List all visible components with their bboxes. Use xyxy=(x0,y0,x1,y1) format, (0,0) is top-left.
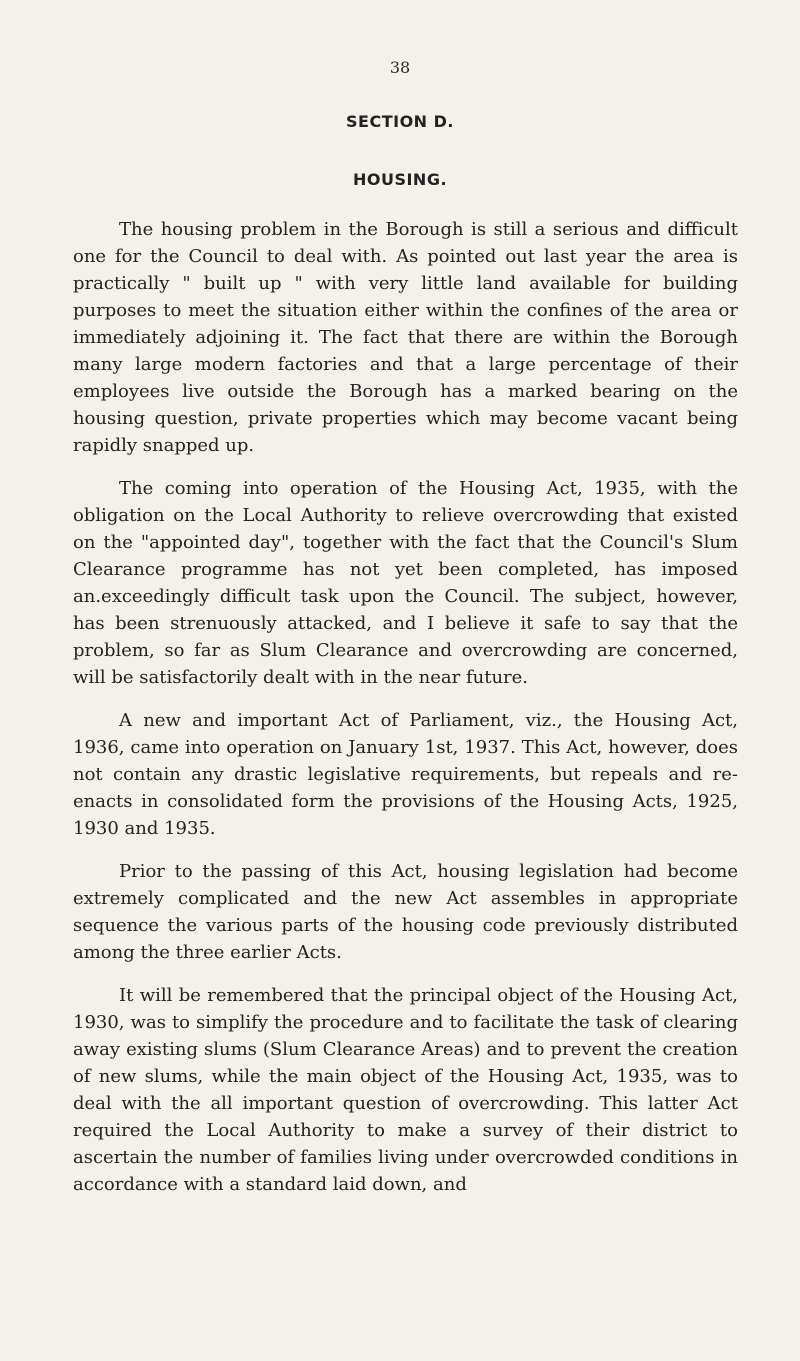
section-title: SECTION D. xyxy=(346,112,454,131)
paragraph-housing-problem: The housing problem in the Borough is still a serious and difficult one for the Council to deal with. As pointed out last year the area is practically " built up " with very little land available for building purposes to meet the situation either within the confines of the area or immediately adjoining it. The fact that there are within the Borough many large modern factories and that a large percentage of their employees live outside the Borough has a marked bearing on the housing question, private properties which may become vacant being rapidly snapped up. xyxy=(73,219,738,456)
paragraph-housing-act-1935: The coming into operation of the Housing Act, 1935, with the obligation on the Local Authority to relieve overcrowding that existed on the "appointed day", together with the fact that the Council's Slum Clearance programme has not yet been completed, has imposed an.exceedingly difficult task upon the Council. The subject, however, has been strenuously attacked, and I believe it safe to say that the problem, so far as Slum Clearance and overcrowding are concerned, will be satisfactorily dealt with in the near future. xyxy=(73,478,738,688)
paragraph-prior-legislation: Prior to the passing of this Act, housing legislation had become extremely complicated and the new Act assembles in appropriate sequence the various parts of the housing code previously distributed among the three earlier Acts. xyxy=(73,861,738,963)
page-heading: HOUSING. xyxy=(352,170,448,189)
paragraph-housing-act-1936: A new and important Act of Parliament, viz., the Housing Act, 1936, came into operation on January 1st, 1937. This Act, however, does not contain any drastic legislative requirements, but repeals and re-enacts in consolidated form the provisions of the Housing Acts, 1925, 1930 and 1935. xyxy=(73,710,738,839)
body-text xyxy=(73,216,738,1214)
page-number: 38 xyxy=(389,58,411,77)
paragraph-housing-act-1930: It will be remembered that the principal object of the Housing Act, 1930, was to simplify the procedure and to facilitate the task of clearing away existing slums (Slum Clearance Areas) and to prevent the creation of new slums, while the main object of the Housing Act, 1935, was to deal with the all important question of overcrowding. This latter Act required the Local Authority to make a survey of their district to ascertain the number of families living under overcrowded conditions in accordance with a standard laid down, and xyxy=(73,985,738,1195)
